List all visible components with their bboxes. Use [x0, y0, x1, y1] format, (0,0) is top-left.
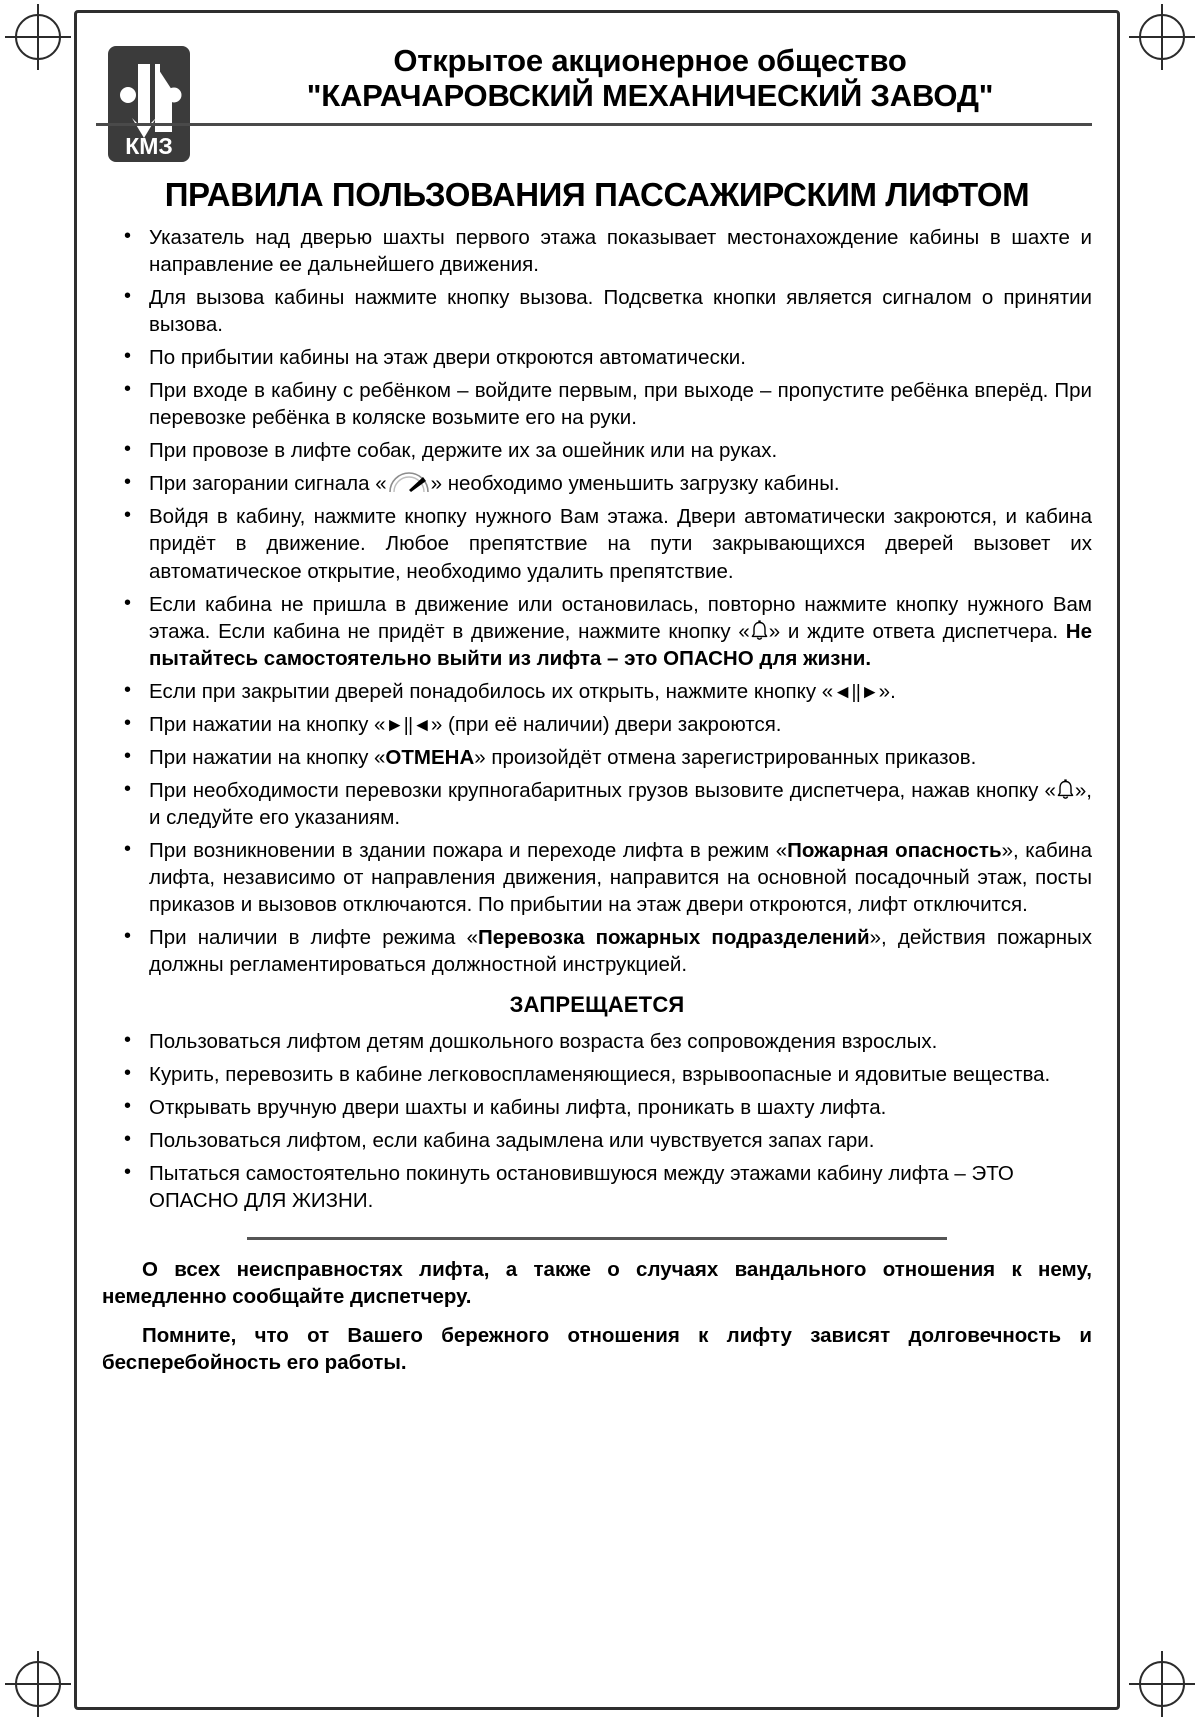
list-item [102, 470, 1092, 497]
closing-paragraph-1: О всех неисправностях лифта, а также о случаях вандального отношения к нему, немедленно сообщайте диспетчеру. [102, 1257, 1092, 1308]
prohibited-text-2: Курить, перевозить в кабине легковоспламеняющиеся, взрывоопасные и ядовитые вещества. [149, 1063, 1051, 1087]
cancel-button-label: ОТМЕНА [385, 745, 475, 769]
bell-icon [1056, 779, 1075, 800]
list-item [102, 744, 1092, 771]
list-item [102, 503, 1092, 584]
document-header [102, 32, 1092, 162]
rule-text-8-bold: Не пытайтесь самостоятельно выйти из лифта – это ОПАСНО для жизни. [149, 619, 1093, 670]
rule-text-8-post: » и ждите ответа диспетчера. [768, 619, 1066, 643]
rule-text-3: По прибытии кабины на этаж двери откроются автоматически. [149, 346, 746, 370]
rule-text-6-pre: При загорании сигнала « [149, 472, 387, 496]
kmz-logo [108, 46, 190, 162]
header-divider [96, 123, 1092, 126]
list-item [102, 1028, 1092, 1055]
list-item [102, 284, 1092, 338]
footer-divider [247, 1237, 947, 1240]
rule-text-2: Для вызова кабины нажмите кнопку вызова. Подсветка кнопки является сигналом о принятии вызова. [149, 286, 1092, 337]
rule-text-14-post: », действия пожарных должны регламентироваться должностной инструкцией. [149, 926, 1093, 977]
door-open-symbol: ◄||► [833, 681, 879, 703]
rule-text-12-post: », и следуйте его указаниям. [149, 778, 1092, 829]
prohibited-heading: ЗАПРЕЩАЕТСЯ [509, 992, 685, 1018]
registration-mark-bottom-left [15, 1661, 61, 1707]
prohibited-text-3: Открывать вручную двери шахты и кабины лифта, проникать в шахту лифта. [149, 1096, 887, 1120]
bell-icon [750, 620, 769, 641]
list-item [102, 837, 1092, 918]
list-item [102, 1094, 1092, 1121]
document-body [78, 14, 1116, 1706]
door-close-symbol: ►||◄ [385, 714, 431, 736]
rule-text-9-post: ». [878, 679, 896, 703]
rule-text-10-pre: При нажатии на кнопку « [149, 712, 386, 736]
firefighter-transport-mode-label: Перевозка пожарных подразделений [478, 926, 870, 950]
rule-text-11-pre: При нажатии на кнопку « [149, 745, 386, 769]
rule-text-12-pre: При необходимости перевозки крупногабаритных грузов вызовите диспетчера, нажав кнопку « [149, 778, 1056, 802]
registration-mark-bottom-right [1139, 1661, 1185, 1707]
org-line-2: "КАРАЧАРОВСКИЙ МЕХАНИЧЕСКИЙ ЗАВОД" [306, 77, 994, 113]
organization-name [208, 32, 1092, 126]
rule-text-7: Войдя в кабину, нажмите кнопку нужного Вам этажа. Двери автоматически закроются, и кабина придёт в движение. Любое препятствие на пути закрывающихся дверей вызовет их автоматическое открытие, необходимо удалить препятствие. [149, 505, 1092, 583]
overload-gauge-icon [387, 472, 431, 493]
list-item [102, 1160, 1092, 1214]
rule-text-6-post: » необходимо уменьшить загрузку кабины. [430, 472, 840, 496]
page-title: ПРАВИЛА ПОЛЬЗОВАНИЯ ПАССАЖИРСКИМ ЛИФТОМ [164, 176, 1030, 213]
rule-text-10-post: » (при её наличии) двери закроются. [430, 712, 782, 736]
rule-text-8-pre: Если кабина не пришла в движение или остановилась, повторно нажмите кнопку нужного Вам этажа. Если кабина не придёт в движение, нажмите кнопку « [149, 592, 1092, 643]
prohibited-text-4: Пользоваться лифтом, если кабина задымлена или чувствуется запах гари. [149, 1129, 875, 1153]
org-line-1: Открытое акционерное общество [393, 43, 907, 78]
list-item [102, 678, 1092, 705]
rules-list [102, 224, 1092, 978]
list-item [102, 777, 1092, 831]
rule-text-13-post: », кабина лифта, независимо от направления движения, направится на основной посадочный этаж, посты приказов и вызовов отключаются. По прибытии на этаж двери откроются, лифт отключится. [149, 839, 1092, 917]
list-item [102, 437, 1092, 464]
list-item [102, 224, 1092, 278]
rule-text-9-pre: Если при закрытии дверей понадобилось их открыть, нажмите кнопку « [149, 679, 834, 703]
prohibited-text-1: Пользоваться лифтом детям дошкольного возраста без сопровождения взрослых. [149, 1030, 938, 1054]
prohibited-text-5: Пытаться самостоятельно покинуть остановившуюся между этажами кабину лифта – ЭТО ОПАСНО ДЛЯ ЖИЗНИ. [149, 1162, 1014, 1213]
rule-text-5: При провозе в лифте собак, держите их за ошейник или на руках. [149, 439, 778, 463]
list-item [102, 591, 1092, 672]
rule-text-1: Указатель над дверью шахты первого этажа показывает местонахождение кабины в шахте и направление ее дальнейшего движения. [149, 226, 1092, 277]
list-item [102, 1061, 1092, 1088]
list-item [102, 711, 1092, 738]
rule-text-11-post: » произойдёт отмена зарегистрированных приказов. [474, 745, 977, 769]
prohibited-list [102, 1028, 1092, 1214]
closing-paragraph-2: Помните, что от Вашего бережного отношения к лифту зависят долговечность и бесперебойность его работы. [102, 1324, 1092, 1375]
svg-text:КМЗ: КМЗ [125, 133, 173, 159]
fire-danger-mode-label: Пожарная опасность [787, 839, 1002, 862]
rule-text-13-pre: При возникновении в здании пожара и переходе лифта в режим « [149, 839, 788, 862]
registration-mark-top-left [15, 14, 61, 60]
rule-text-14-pre: При наличии в лифте режима « [149, 926, 478, 950]
registration-mark-top-right [1139, 14, 1185, 60]
rule-text-4: При входе в кабину с ребёнком – войдите первым, при выходе – пропустите ребёнка вперёд. При перевозке ребёнка в коляске возьмите его на руки. [149, 379, 1092, 430]
list-item [102, 924, 1092, 978]
list-item [102, 1127, 1092, 1154]
list-item [102, 344, 1092, 371]
list-item [102, 377, 1092, 431]
